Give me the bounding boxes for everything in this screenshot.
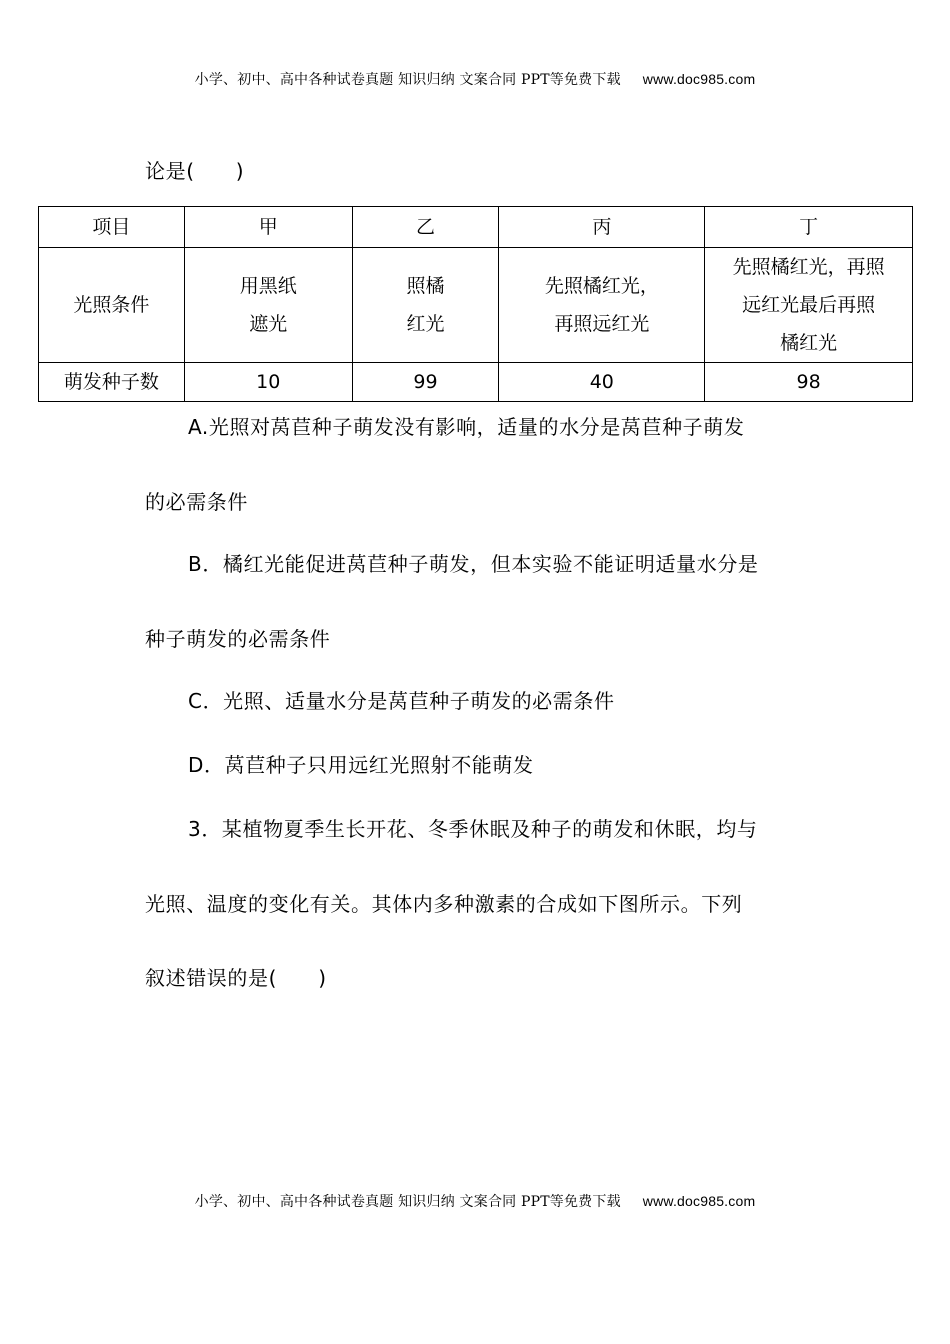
- light-bing: [499, 248, 705, 363]
- table-header-row: [39, 207, 913, 248]
- light-bing-line2: 再照远红光: [554, 313, 650, 335]
- page-footer: [0, 1191, 950, 1211]
- light-yi: [352, 248, 499, 363]
- table-row-count: [39, 363, 913, 402]
- header-ding: 丁: [705, 207, 913, 248]
- question3-line1: 3．某植物夏季生长开花、冬季休眠及种子的萌发和休眠，均与: [188, 817, 758, 841]
- count-ding: 98: [705, 363, 913, 402]
- option-b-line1: B．橘红光能促进莴苣种子萌发，但本实验不能证明适量水分是: [188, 552, 759, 576]
- header-item: 项目: [39, 207, 185, 248]
- light-ding-line2: 远红光最后再照: [742, 294, 876, 316]
- header-bing: 丙: [499, 207, 705, 248]
- question3-line2: 光照、温度的变化有关。其体内多种激素的合成如下图所示。下列: [145, 892, 743, 916]
- count-jia: 10: [184, 363, 352, 402]
- light-ding-line3: 橘红光: [780, 332, 838, 354]
- count-yi: 99: [352, 363, 499, 402]
- light-jia-line2: 遮光: [249, 313, 288, 335]
- light-jia: [184, 248, 352, 363]
- header-text: 小学、初中、高中各种试卷真题 知识归纳 文案合同 PPT等免费下载: [194, 72, 621, 88]
- header-jia: 甲: [184, 207, 352, 248]
- option-a-line1: A.光照对莴苣种子萌发没有影响，适量的水分是莴苣种子萌发: [188, 415, 745, 439]
- footer-url[interactable]: www.doc985.com: [642, 1193, 756, 1209]
- footer-text: 小学、初中、高中各种试卷真题 知识归纳 文案合同 PPT等免费下载: [194, 1194, 621, 1210]
- page-header: [0, 69, 950, 89]
- light-jia-line1: 用黑纸: [239, 275, 297, 297]
- option-c: C．光照、适量水分是莴苣种子萌发的必需条件: [188, 689, 615, 713]
- light-bing-line1: 先照橘红光，: [544, 275, 659, 297]
- option-a-line2: 的必需条件: [145, 490, 248, 514]
- count-label: 萌发种子数: [39, 363, 185, 402]
- option-d: D．莴苣种子只用远红光照射不能萌发: [188, 753, 534, 777]
- count-bing: 40: [499, 363, 705, 402]
- light-label: 光照条件: [39, 248, 185, 363]
- light-ding-line1: 先照橘红光，再照: [732, 256, 885, 278]
- option-b-line2: 种子萌发的必需条件: [145, 627, 331, 651]
- question3-line3: 叙述错误的是( ): [145, 966, 327, 990]
- header-yi: 乙: [352, 207, 499, 248]
- table-row-light: [39, 248, 913, 363]
- light-yi-line2: 红光: [406, 313, 445, 335]
- experiment-table: [38, 206, 913, 402]
- question-intro-tail: 论是( ): [145, 159, 245, 183]
- header-url[interactable]: www.doc985.com: [642, 71, 756, 87]
- light-yi-line1: 照橘: [406, 275, 445, 297]
- light-ding: [705, 248, 913, 363]
